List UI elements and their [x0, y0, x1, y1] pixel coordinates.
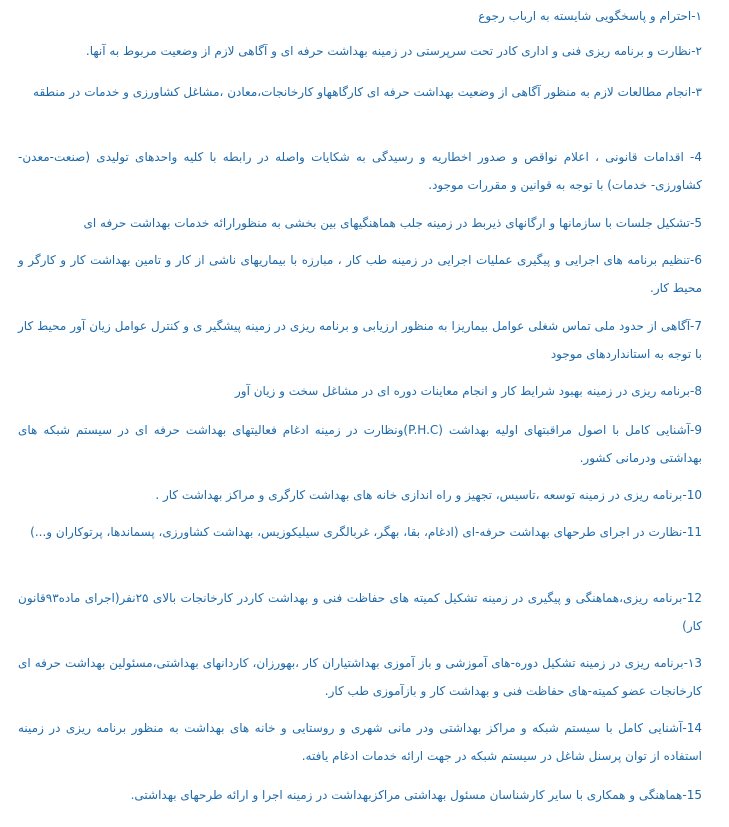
duty-item-1: ۱-احترام و پاسخگویی شایسته به ارباب رجوع	[478, 9, 702, 23]
duty-item-12: 12-برنامه ریزی،هماهنگی و پیگیری در زمینه تشکیل کمیته های حفاظت فنی و بهداشت کاردر کارخانجات بالای ۲۵نفر(اجرای ماده۹۳قانون کار)	[18, 591, 702, 633]
duty-item-10: 10-برنامه ریزی در زمینه توسعه ،تاسیس، تجهیز و راه اندازی خانه های بهداشت کارگری و مراکز بهداشت کار .	[155, 488, 702, 502]
duty-item-6: 6-تنظیم برنامه های اجرایی و پیگیری عملیات اجرایی در زمینه طب کار ، مبارزه با بیماریهای ناشی از کار و تامین بهداشت کار و کارگر و محیط کار.	[18, 253, 702, 295]
duty-item-4: 4- اقدامات قانونی ، اعلام نواقص و صدور اخطاریه و رسیدگی به شکایات واصله در رابطه با کلیه واحدهای تولیدی (صنعت-معدن-کشاورزی- خدمات) با توجه به قوانین و مقررات موجود.	[18, 150, 702, 192]
duty-item-3: ۳-انجام مطالعات لازم به منظور آگاهی از وضعیت بهداشت حرفه ای کارگاههاو کارخانجات،معادن ،مشاغل کشاورزی و خدمات در منطقه	[33, 85, 702, 99]
duty-item-9: 9-آشنایی کامل با اصول مراقبتهای اولیه بهداشت (P.H.C)ونظارت در زمینه ادغام فعالیتهای بهداشت حرفه ای در سیستم شبکه های بهداشتی ودرمانی کشور.	[18, 423, 702, 465]
duty-item-7: 7-آگاهی از حدود ملی تماس شغلی عوامل بیماریزا به منظور ارزیابی و برنامه ریزی در زمینه پیشگیر ی و کنترل عوامل زیان آور محیط کار با توجه به استانداردهای موجود	[18, 319, 702, 361]
duty-item-2: ۲-نظارت و برنامه ریزی فنی و اداری کادر تحت سرپرستی در زمینه بهداشت حرفه ای و آگاهی لازم از وضعیت مربوط به آنها.	[85, 44, 702, 58]
duty-item-14: 14-آشنایی کامل با سیستم شبکه و مراکز بهداشتی ودر مانی شهری و روستایی و خانه های بهداشت به منظور برنامه ریزی در زمینه استفاده از توان پرسنل شاغل در سیستم شبکه در جهت ارائه خدمات ادغام یافته.	[18, 721, 702, 763]
duty-item-15: 15-هماهنگی و همکاری با سایر کارشناسان مسئول بهداشتی مراکزبهداشت در زمینه اجرا و ارائه طرحهای بهداشتی.	[130, 788, 702, 802]
duty-item-11: 11-نظارت در اجرای طرحهای بهداشت حرفه-ای (ادغام، بقا، بهگر، غربالگری سیلیکوزیس، بهداشت کشاورزی، پسماندها، پرتوکاران و...)	[30, 525, 702, 539]
duty-item-13: ۱3-برنامه ریزی در زمینه تشکیل دوره-های آموزشی و باز آموزی بهداشتیاران کار ،بهورزان، کاردانهای بهداشتی،مسئولین بهداشت حرفه ای کارخانجات عضو کمیته-های حفاظت فنی و بهداشت کار و بازآموزی طب کار.	[18, 656, 702, 698]
duty-item-5: 5-تشکیل جلسات با سازمانها و ارگانهای ذیربط در زمینه جلب هماهنگیهای بین بخشی به منظورارائه خدمات بهداشت حرفه ای	[83, 216, 702, 230]
duty-item-8: 8-برنامه ریزی در زمینه بهبود شرایط کار و انجام معاینات دوره ای در مشاغل سخت و زیان آور	[235, 384, 702, 398]
